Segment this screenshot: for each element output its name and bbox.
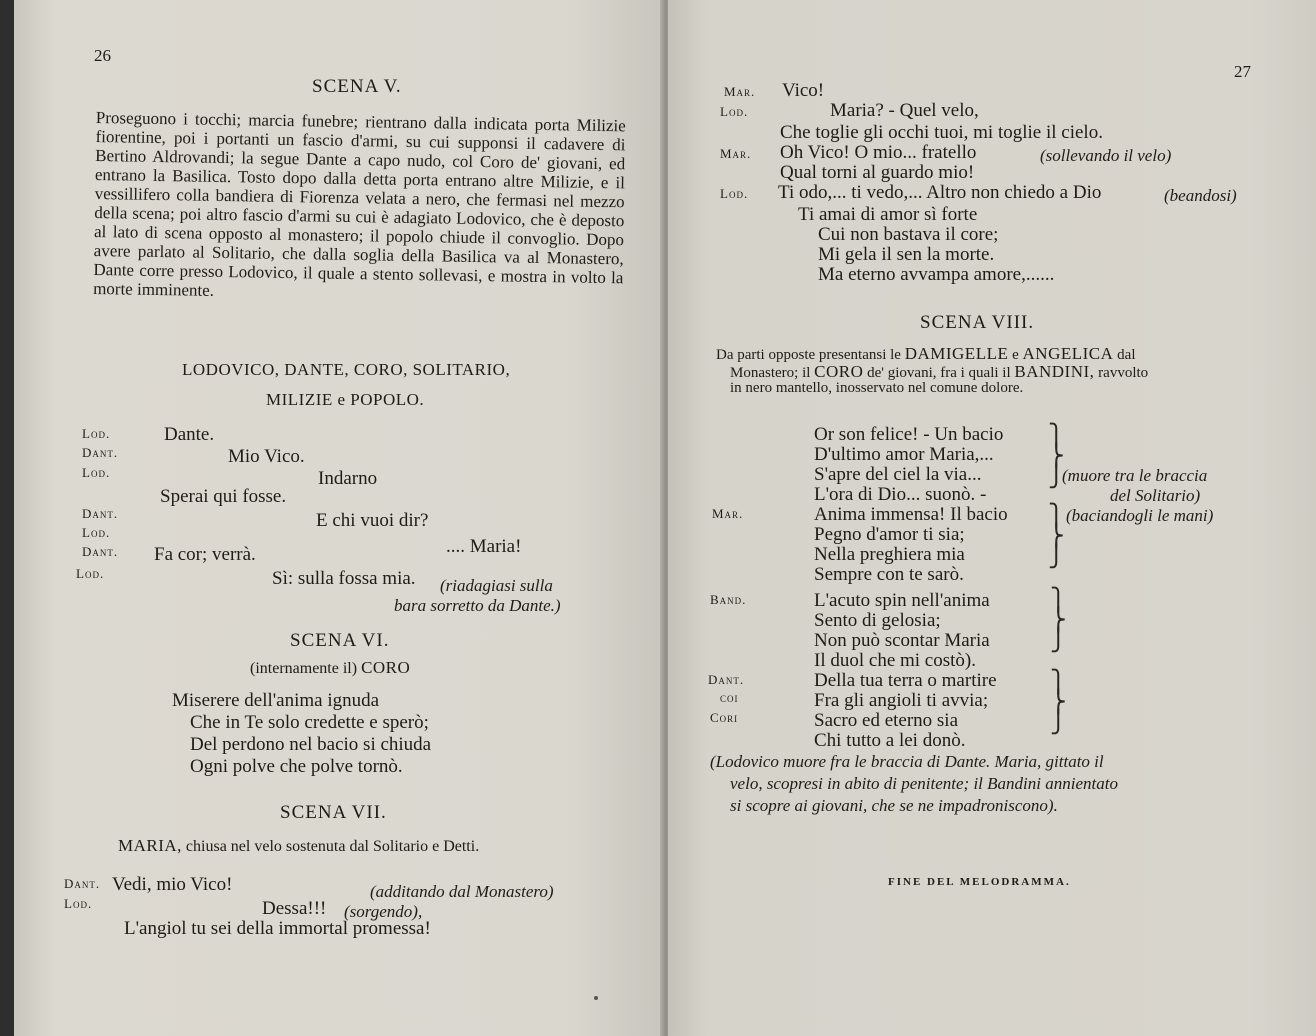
stage-direction: del Solitario) [1110, 486, 1201, 505]
stage-direction: bara sorretto da Dante.) [394, 596, 561, 615]
stage-direction: (sollevando il velo) [1040, 146, 1172, 165]
speaker-label: Lod. [82, 525, 111, 540]
speaker-label: Mar. [720, 146, 752, 161]
paper-speck [594, 996, 598, 1000]
speaker-label: Dant. [64, 876, 101, 891]
verse-line: D'ultimo amor Maria,... [814, 444, 994, 465]
dialogue-line: Dante. [164, 424, 215, 445]
speaker-label: Cori [710, 710, 739, 725]
left-page [14, 0, 664, 1036]
speaker-label: Mar. [712, 506, 744, 521]
verse-line: Miserere dell'anima ignuda [172, 690, 380, 711]
dialogue-line: Vico! [782, 80, 825, 101]
stage-name-coro: CORO [814, 362, 864, 381]
scene-5-cast-line-1: LODOVICO, DANTE, CORO, SOLITARIO, [182, 360, 511, 379]
verse-line: Della tua terra o martire [814, 670, 997, 691]
brace-mark: ⎫ ⎬ ⎭ [1048, 423, 1065, 488]
speaker-label: Dant. [708, 672, 745, 687]
dialogue-line: L'angiol tu sei della immortal promessa! [124, 918, 431, 939]
stage-text: de' giovani, fra i quali il [867, 365, 1011, 381]
stage-text: e [1012, 347, 1019, 363]
brace-mark: ⎫ ⎬ ⎭ [1050, 669, 1067, 734]
verse-line: Fra gli angioli ti avvia; [814, 690, 989, 711]
dialogue-line: Sì: sulla fossa mia. [272, 568, 416, 589]
final-stage-direction-line-2: velo, scopresi in abito di penitente; il Bandini annientato [730, 774, 1118, 793]
dialogue-line: Mi gela il sen la morte. [818, 244, 995, 265]
verse-line: Chi tutto a lei donò. [814, 730, 966, 751]
stage-text: Da parti opposte presentansi le [716, 347, 901, 363]
scene-5-cast-line-2: MILIZIE e POPOLO. [266, 390, 425, 409]
dialogue-line: Dessa!!! [262, 898, 327, 919]
speaker-label: Dant. [82, 445, 119, 460]
verse-line: S'apre del ciel la via... [814, 464, 982, 485]
scene-8-stage-line-1 [716, 344, 1136, 364]
right-page [668, 0, 1316, 1036]
dialogue-line: E chi vuoi dir? [316, 510, 429, 531]
verse-line: Il duol che mi costò). [814, 650, 976, 671]
speaker-label: Mar. [724, 84, 756, 99]
scene-5-title: SCENA V. [312, 76, 402, 97]
scene-5-stage-directions: Proseguono i tocchi; marcia funebre; rientrano dalla indicata porta Milizie fiorentine, poi i portanti un fascio d'armi, su cui supponsi il cadavere di Bertino Aldrovandi; la segue Dante a capo nudo, col Coro de' giovani, ed entrano la Basilica. Tosto dopo dalla detta porta entrano altre Milizie, e il vessillifero colla bandiera di Fiorenza velata a nero, che fermasi nel mezzo della scena; poi altro fascio d'armi su cui è adagiato Lodovico, che è deposto al lato di scena opposto al monastero; il popolo chiude il convoglio. Dopo avere parlato al Solitario, che dalla soglia della Basilica va al Monastero, Dante corre presso Lodovico, il quale a stento sollevasi, e mostra in volto la morte imminente. [93, 108, 626, 300]
dialogue-line: Indarno [318, 468, 378, 489]
verse-line: Sacro ed eterno sia [814, 710, 959, 731]
final-stage-direction-line-3: si scopre ai giovani, che se ne impadroniscono). [730, 796, 1058, 815]
dialogue-line: .... Maria! [446, 536, 522, 557]
verse-line: Non può scontar Maria [814, 630, 990, 651]
verse-line: Pegno d'amor ti sia; [814, 524, 965, 545]
scene-7-cast-maria: MARIA, [118, 836, 182, 855]
dialogue-line: Ti odo,... ti vedo,... Altro non chiedo a Dio [778, 182, 1102, 203]
scene-6-title: SCENA VI. [290, 630, 390, 651]
stage-direction: (riadagiasi sulla [440, 576, 553, 595]
page-number-left: 26 [94, 46, 111, 65]
scene-6-subtitle-text: (internamente il) [250, 660, 358, 677]
speaker-label: Lod. [82, 426, 111, 441]
final-stage-direction-line-1: (Lodovico muore fra le braccia di Dante. Maria, gittato il [710, 752, 1104, 771]
scene-6-subtitle-coro: CORO [361, 658, 411, 677]
dialogue-line: Maria? - Quel velo, [830, 100, 979, 121]
stage-text: dal [1117, 347, 1136, 363]
verse-line: Sempre con te sarò. [814, 564, 964, 585]
dialogue-line: Ti amai di amor sì forte [798, 204, 978, 225]
dialogue-line: Mio Vico. [228, 446, 305, 467]
verse-line: Del perdono nel bacio si chiuda [190, 734, 432, 755]
scene-6-subtitle [250, 658, 410, 678]
scene-8-title: SCENA VIII. [920, 312, 1035, 333]
speaker-label: Band. [710, 592, 747, 607]
scene-8-stage-line-2 [730, 362, 1148, 382]
speaker-label: Lod. [82, 465, 111, 480]
stage-direction: (beandosi) [1164, 186, 1237, 205]
dialogue-line: Che toglie gli occhi tuoi, mi toglie il cielo. [780, 122, 1103, 143]
stage-direction: (additando dal Monastero) [370, 882, 554, 901]
verse-line: Sento di gelosia; [814, 610, 941, 631]
stage-name-damigelle: DAMIGELLE [904, 344, 1009, 363]
scene-7-title: SCENA VII. [280, 802, 387, 823]
stage-direction: (baciandogli le mani) [1066, 506, 1214, 525]
verse-line: Ogni polve che polve tornò. [190, 756, 403, 777]
verse-line: Che in Te solo credette e sperò; [190, 712, 429, 733]
dialogue-line: Fa cor; verrà. [154, 544, 256, 565]
stage-direction: (muore tra le braccia [1062, 466, 1208, 485]
dialogue-line: Qual torni al guardo mio! [780, 162, 975, 183]
speaker-label: coi [720, 690, 739, 705]
speaker-label: Lod. [720, 186, 749, 201]
scene-7-cast-rest: chiusa nel velo sostenuta dal Solitario e Detti. [185, 838, 480, 855]
stage-direction: (sorgendo), [344, 902, 423, 921]
dialogue-line: Oh Vico! O mio... fratello [780, 142, 977, 163]
speaker-label: Dant. [82, 506, 119, 521]
brace-mark: ⎫ ⎬ ⎭ [1048, 503, 1065, 568]
speaker-label: Lod. [720, 104, 749, 119]
stage-text: Monastero; il [730, 365, 811, 381]
speaker-label: Dant. [82, 544, 119, 559]
verse-line: Or son felice! - Un bacio [814, 424, 1004, 445]
speaker-label: Lod. [76, 566, 105, 581]
page-number-right: 27 [1234, 62, 1251, 81]
verse-line: Anima immensa! Il bacio [814, 504, 1008, 525]
stage-name-angelica: ANGELICA [1022, 344, 1114, 363]
stage-name-bandini: BANDINI, [1014, 362, 1095, 381]
brace-mark: ⎫ ⎬ ⎭ [1050, 587, 1067, 652]
dialogue-line: Sperai qui fosse. [160, 486, 287, 507]
verse-line: L'ora di Dio... suonò. - [814, 484, 987, 505]
dialogue-line: Cui non bastava il core; [818, 224, 999, 245]
speaker-label: Lod. [64, 896, 93, 911]
dialogue-line: Ma eterno avvampa amore,...... [818, 264, 1055, 285]
dialogue-line: Vedi, mio Vico! [112, 874, 233, 895]
end-of-melodrama: FINE DEL MELODRAMMA. [888, 876, 1071, 888]
verse-line: Nella preghiera mia [814, 544, 965, 565]
stage-text: ravvolto [1098, 365, 1149, 381]
scene-8-stage-line-3: in nero mantello, inosservato nel comune dolore. [730, 380, 1024, 396]
scene-7-cast [118, 836, 479, 856]
verse-line: L'acuto spin nell'anima [814, 590, 990, 611]
